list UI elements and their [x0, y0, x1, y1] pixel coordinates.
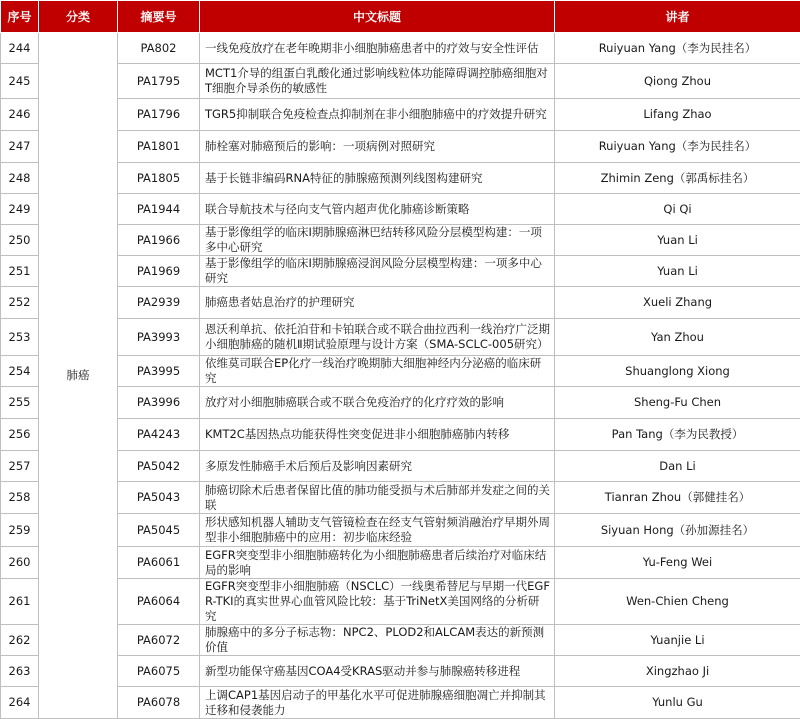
header-index: 序号: [1, 1, 39, 33]
table-row: [1, 33, 800, 64]
table-header-row: [1, 1, 800, 33]
table-row: [1, 579, 800, 625]
table-row: [1, 687, 800, 719]
row-index: 254: [1, 356, 39, 387]
row-index: 252: [1, 287, 39, 319]
row-abstract-code: PA1805: [118, 163, 200, 194]
table-row: [1, 131, 800, 163]
row-index: 251: [1, 256, 39, 287]
table-row: [1, 387, 800, 419]
row-speaker: Yuanjie Li: [555, 625, 800, 656]
table-row: [1, 514, 800, 547]
header-abstract-code: 摘要号: [118, 1, 200, 33]
row-speaker: Wen-Chien Cheng: [555, 579, 800, 625]
table-row: [1, 656, 800, 687]
row-abstract-code: PA3993: [118, 319, 200, 356]
table-row: [1, 625, 800, 656]
row-abstract-code: PA1969: [118, 256, 200, 287]
header-category: 分类: [39, 1, 118, 33]
row-title: 基于影像组学的临床Ⅰ期肺腺癌浸润风险分层模型构建：一项多中心研究: [200, 256, 555, 287]
row-title: KMT2C基因热点功能获得性突变促进非小细胞肺癌肺内转移: [200, 419, 555, 451]
row-abstract-code: PA1966: [118, 225, 200, 256]
row-abstract-code: PA6078: [118, 687, 200, 719]
table-row: [1, 451, 800, 482]
row-title: 联合导航技术与径向支气管内超声优化肺癌诊断策略: [200, 194, 555, 225]
row-abstract-code: PA6064: [118, 579, 200, 625]
table-row: [1, 547, 800, 579]
row-title: 依维莫司联合EP化疗一线治疗晚期肺大细胞神经内分泌癌的临床研究: [200, 356, 555, 387]
row-speaker: Lifang Zhao: [555, 99, 800, 131]
row-abstract-code: PA802: [118, 33, 200, 64]
row-title: TGR5抑制联合免疫检查点抑制剂在非小细胞肺癌中的疗效提升研究: [200, 99, 555, 131]
row-speaker: Pan Tang（李为民教授）: [555, 419, 800, 451]
row-title: MCT1介导的组蛋白乳酸化通过影响线粒体功能障碍调控肺癌细胞对T细胞介导杀伤的敏感性: [200, 64, 555, 99]
row-index: 256: [1, 419, 39, 451]
row-title: 恩沃利单抗、依托泊苷和卡铂联合或不联合曲拉西利一线治疗广泛期小细胞肺癌的随机Ⅱ期试验原理与设计方案（SMA-SCLC-005研究）: [200, 319, 555, 356]
header-chinese-title: 中文标题: [200, 1, 555, 33]
row-index: 244: [1, 33, 39, 64]
row-index: 259: [1, 514, 39, 547]
row-title: 肺癌患者姑息治疗的护理研究: [200, 287, 555, 319]
row-speaker: Zhimin Zeng（郭禹标挂名）: [555, 163, 800, 194]
row-index: 253: [1, 319, 39, 356]
row-index: 249: [1, 194, 39, 225]
row-index: 260: [1, 547, 39, 579]
row-title: 形状感知机器人辅助支气管镜检查在经支气管射频消融治疗早期外周型非小细胞肺癌中的应用：初步临床经验: [200, 514, 555, 547]
row-speaker: Shuanglong Xiong: [555, 356, 800, 387]
row-title: 一线免疫放疗在老年晚期非小细胞肺癌患者中的疗效与安全性评估: [200, 33, 555, 64]
row-index: 246: [1, 99, 39, 131]
row-index: 261: [1, 579, 39, 625]
table-row: [1, 256, 800, 287]
row-abstract-code: PA1795: [118, 64, 200, 99]
table-row: [1, 287, 800, 319]
row-abstract-code: PA5042: [118, 451, 200, 482]
row-abstract-code: PA1801: [118, 131, 200, 163]
table-row: [1, 194, 800, 225]
table-row: [1, 419, 800, 451]
row-abstract-code: PA2939: [118, 287, 200, 319]
row-speaker: Tianran Zhou（郭健挂名）: [555, 482, 800, 514]
row-index: 258: [1, 482, 39, 514]
row-title: 新型功能保守癌基因COA4受KRAS驱动并参与肺腺癌转移进程: [200, 656, 555, 687]
row-title: 上调CAP1基因启动子的甲基化水平可促进肺腺癌细胞凋亡并抑制其迁移和侵袭能力: [200, 687, 555, 719]
row-title: 肺癌切除术后患者保留比值的肺功能受损与术后肺部并发症之间的关联: [200, 482, 555, 514]
row-speaker: Yan Zhou: [555, 319, 800, 356]
row-title: 肺腺癌中的多分子标志物：NPC2、PLOD2和ALCAM表达的新预测价值: [200, 625, 555, 656]
row-abstract-code: PA6075: [118, 656, 200, 687]
row-title: 放疗对小细胞肺癌联合或不联合免疫治疗的化疗疗效的影响: [200, 387, 555, 419]
row-speaker: Yuan Li: [555, 225, 800, 256]
table-row: [1, 99, 800, 131]
row-abstract-code: PA6072: [118, 625, 200, 656]
table-row: [1, 482, 800, 514]
row-index: 245: [1, 64, 39, 99]
row-speaker: Qiong Zhou: [555, 64, 800, 99]
row-index: 250: [1, 225, 39, 256]
row-index: 257: [1, 451, 39, 482]
row-index: 262: [1, 625, 39, 656]
row-speaker: Xueli Zhang: [555, 287, 800, 319]
row-title: EGFR突变型非小细胞肺癌转化为小细胞肺癌患者后续治疗对临床结局的影响: [200, 547, 555, 579]
row-title: EGFR突变型非小细胞肺癌（NSCLC）一线奥希替尼与早期一代EGFR-TKI的真实世界心血管风险比较：基于TriNetX美国网络的分析研究: [200, 579, 555, 625]
row-title: 基于影像组学的临床Ⅰ期肺腺癌淋巴结转移风险分层模型构建：一项多中心研究: [200, 225, 555, 256]
row-index: 263: [1, 656, 39, 687]
row-index: 264: [1, 687, 39, 719]
row-abstract-code: PA1944: [118, 194, 200, 225]
row-abstract-code: PA1796: [118, 99, 200, 131]
row-abstract-code: PA5045: [118, 514, 200, 547]
row-index: 255: [1, 387, 39, 419]
table-row: [1, 225, 800, 256]
row-title: 多原发性肺癌手术后预后及影响因素研究: [200, 451, 555, 482]
row-abstract-code: PA4243: [118, 419, 200, 451]
row-title: 肺栓塞对肺癌预后的影响：一项病例对照研究: [200, 131, 555, 163]
category-cell: 肺癌: [39, 33, 118, 719]
row-speaker: Yunlu Gu: [555, 687, 800, 719]
table-row: [1, 356, 800, 387]
table-row: [1, 64, 800, 99]
row-speaker: Yuan Li: [555, 256, 800, 287]
row-abstract-code: PA6061: [118, 547, 200, 579]
row-index: 247: [1, 131, 39, 163]
table-row: [1, 319, 800, 356]
row-speaker: Ruiyuan Yang（李为民挂名）: [555, 33, 800, 64]
row-speaker: Siyuan Hong（孙加源挂名）: [555, 514, 800, 547]
row-speaker: Dan Li: [555, 451, 800, 482]
row-abstract-code: PA3996: [118, 387, 200, 419]
row-abstract-code: PA5043: [118, 482, 200, 514]
row-speaker: Xingzhao Ji: [555, 656, 800, 687]
row-abstract-code: PA3995: [118, 356, 200, 387]
header-speaker: 讲者: [555, 1, 800, 33]
row-speaker: Sheng-Fu Chen: [555, 387, 800, 419]
table-row: [1, 163, 800, 194]
row-index: 248: [1, 163, 39, 194]
row-title: 基于长链非编码RNA特征的肺腺癌预测列线图构建研究: [200, 163, 555, 194]
row-speaker: Ruiyuan Yang（李为民挂名）: [555, 131, 800, 163]
row-speaker: Yu-Feng Wei: [555, 547, 800, 579]
row-speaker: Qi Qi: [555, 194, 800, 225]
